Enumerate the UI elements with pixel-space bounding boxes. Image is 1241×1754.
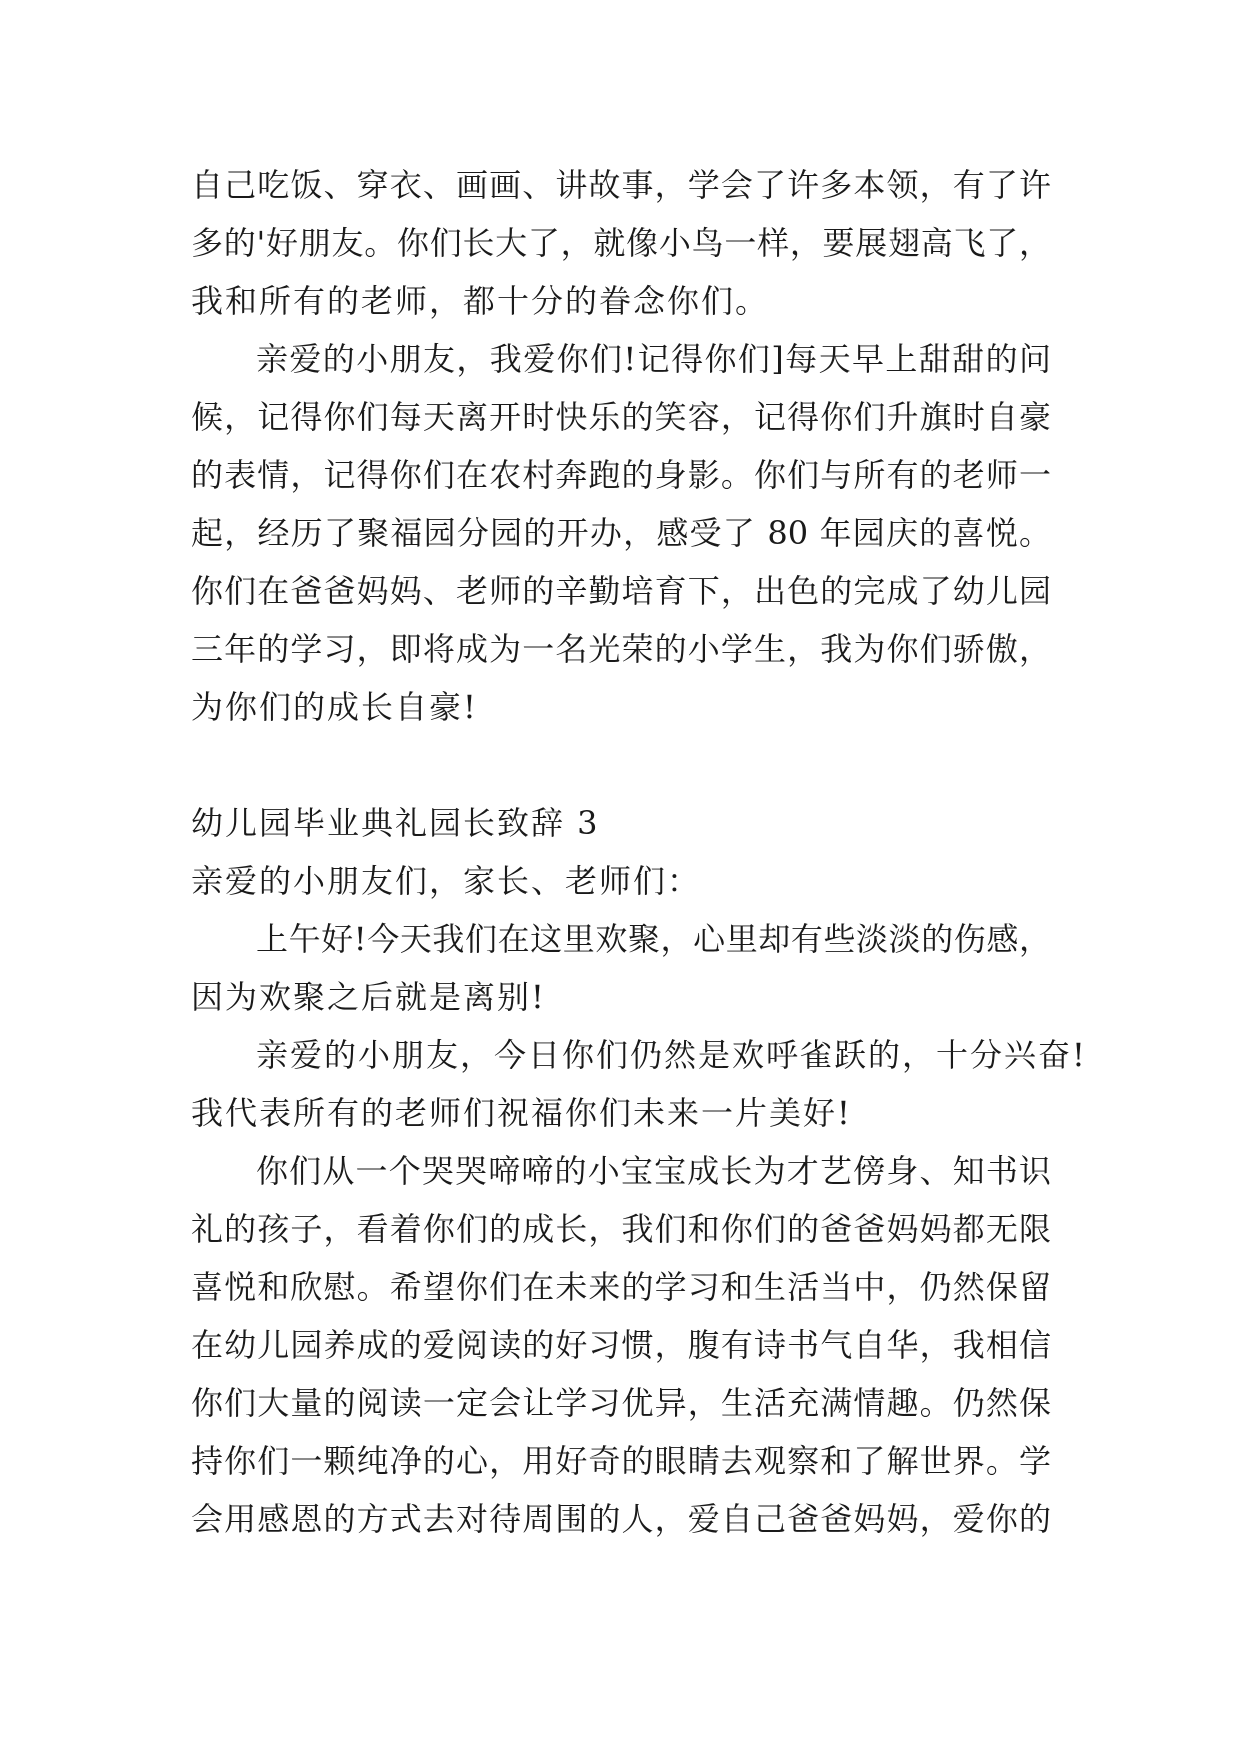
text-line: 因为欢聚之后就是离别! <box>191 978 546 1016</box>
text-line: 三年的学习，即将成为一名光荣的小学生，我为你们骄傲， <box>191 630 1051 668</box>
text-line: 为你们的成长自豪! <box>191 688 478 726</box>
text-line: 起，经历了聚福园分园的开办，感受了 80 年园庆的喜悦。 <box>191 514 1051 552</box>
text-line: 你们从一个哭哭啼啼的小宝宝成长为才艺傍身、知书识 <box>256 1152 1051 1190</box>
text-line: 我和所有的老师，都十分的眷念你们。 <box>191 282 770 320</box>
text-line: 你们大量的阅读一定会让学习优异，生活充满情趣。仍然保 <box>191 1384 1051 1422</box>
text-line: 亲爱的小朋友，我爱你们!记得你们]每天早上甜甜的问 <box>256 340 1051 378</box>
text-line: 多的'好朋友。你们长大了，就像小鸟一样，要展翅高飞了， <box>191 224 1051 262</box>
text-line: 喜悦和欣慰。希望你们在未来的学习和生活当中，仍然保留 <box>191 1268 1051 1306</box>
text-line: 的表情，记得你们在农村奔跑的身影。你们与所有的老师一 <box>191 456 1051 494</box>
text-line: 在幼儿园养成的爱阅读的好习惯，腹有诗书气自华，我相信 <box>191 1326 1051 1364</box>
text-line: 我代表所有的老师们祝福你们未来一片美好! <box>191 1094 852 1132</box>
text-line: 你们在爸爸妈妈、老师的辛勤培育下，出色的完成了幼儿园 <box>191 572 1051 610</box>
text-line: 自己吃饭、穿衣、画画、讲故事，学会了许多本领，有了许 <box>191 166 1051 204</box>
section-title: 幼儿园毕业典礼园长致辞 3 <box>191 804 600 842</box>
text-line: 会用感恩的方式去对待周围的人，爱自己爸爸妈妈，爱你的 <box>191 1500 1051 1538</box>
text-line: 上午好!今天我们在这里欢聚，心里却有些淡淡的伤感， <box>256 920 1051 958</box>
text-line: 候，记得你们每天离开时快乐的笑容，记得你们升旗时自豪 <box>191 398 1051 436</box>
text-line: 亲爱的小朋友，今日你们仍然是欢呼雀跃的，十分兴奋! <box>256 1036 1087 1074</box>
text-line: 礼的孩子，看着你们的成长，我们和你们的爸爸妈妈都无限 <box>191 1210 1051 1248</box>
greeting-line: 亲爱的小朋友们，家长、老师们： <box>191 862 702 900</box>
text-line: 持你们一颗纯净的心，用好奇的眼睛去观察和了解世界。学 <box>191 1442 1051 1480</box>
